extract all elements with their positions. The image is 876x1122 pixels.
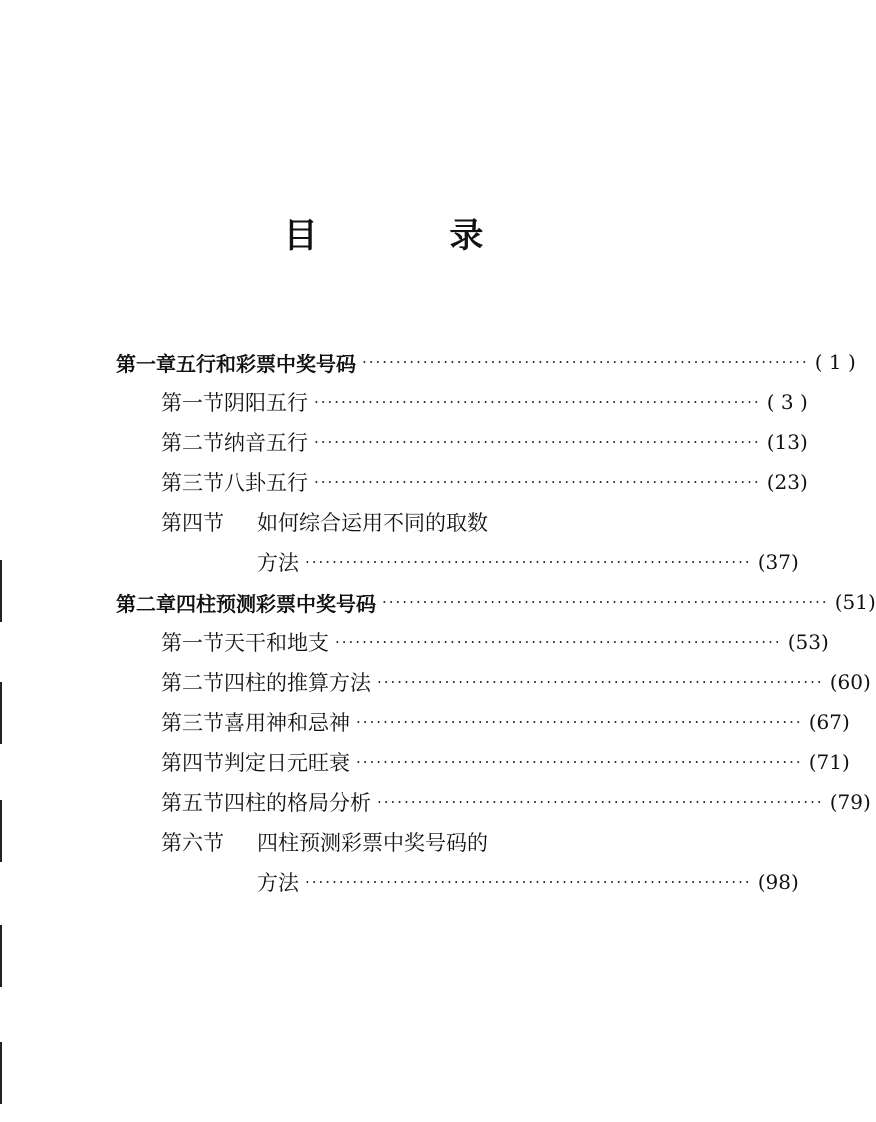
toc-entry-section-2-1[interactable] [161, 626, 829, 658]
entry-number: 第二节 [161, 671, 224, 695]
dot-leader: ·································································· [356, 713, 803, 731]
toc-entry-section-2-2[interactable] [161, 666, 871, 698]
toc-entry-section-2-6-cont[interactable] [257, 866, 799, 898]
scan-edge-line [0, 800, 2, 862]
toc-entry-section-2-6[interactable] [161, 826, 688, 858]
dot-leader: ·································································· [377, 673, 824, 691]
dot-leader: ·································································· [314, 433, 761, 451]
scan-edge-line [0, 1042, 2, 1104]
entry-title: 判定日元旺衰 [224, 751, 350, 775]
entry-title: 方法 [257, 551, 299, 575]
toc-entry-section-1-4[interactable] [161, 506, 688, 538]
entry-page: ( 1 ) [814, 350, 856, 374]
entry-page: ( 3 ) [766, 390, 808, 414]
dot-leader: ·································································· [305, 553, 752, 571]
entry-number: 第一章 [116, 351, 176, 376]
entry-title: 四柱的格局分析 [224, 791, 371, 815]
toc-entry-section-1-4-cont[interactable] [257, 546, 799, 578]
dot-leader: ·································································· [356, 753, 803, 771]
entry-number: 第四节 [161, 751, 224, 775]
dot-leader: ·································································· [335, 633, 782, 651]
entry-page: (51) [834, 590, 876, 614]
entry-page: (71) [808, 750, 850, 774]
entry-page: (13) [766, 430, 808, 454]
entry-number: 第五节 [161, 791, 224, 815]
toc-entry-section-2-5[interactable] [161, 786, 871, 818]
toc-entry-section-2-3[interactable] [161, 706, 850, 738]
entry-title: 八卦五行 [224, 471, 308, 495]
toc-entry-section-1-3[interactable] [161, 466, 808, 498]
entry-title: 阴阳五行 [224, 391, 308, 415]
toc-entry-chapter-1[interactable] [116, 346, 856, 378]
entry-title: 四柱的推算方法 [224, 671, 371, 695]
entry-number: 第一节 [161, 631, 224, 655]
toc-entry-section-1-1[interactable] [161, 386, 808, 418]
toc-entry-chapter-2[interactable] [116, 586, 876, 618]
entry-title: 五行和彩票中奖号码 [176, 351, 356, 376]
entry-title: 四柱预测彩票中奖号码的 [257, 831, 488, 855]
dot-leader: ·································································· [362, 353, 809, 371]
dot-leader: ·································································· [314, 393, 761, 411]
entry-page: (79) [829, 790, 871, 814]
entry-page: (67) [808, 710, 850, 734]
entry-number: 第六节 [161, 831, 224, 855]
entry-title: 纳音五行 [224, 431, 308, 455]
entry-title: 天干和地支 [224, 631, 329, 655]
entry-number: 第四节 [161, 511, 224, 535]
entry-title: 方法 [257, 871, 299, 895]
toc-entry-section-2-4[interactable] [161, 746, 850, 778]
entry-number: 第二节 [161, 431, 224, 455]
scan-edge-line [0, 560, 2, 622]
entry-title: 如何综合运用不同的取数 [257, 511, 488, 535]
page-title: 目 录 [283, 216, 544, 256]
entry-number: 第三节 [161, 471, 224, 495]
entry-page: (53) [787, 630, 829, 654]
dot-leader: ·································································· [305, 873, 752, 891]
entry-number: 第一节 [161, 391, 224, 415]
entry-number: 第二章 [116, 591, 176, 616]
dot-leader: ·································································· [377, 793, 824, 811]
dot-leader: ·································································· [382, 593, 829, 611]
entry-page: (98) [757, 870, 799, 894]
entry-page: (23) [766, 470, 808, 494]
dot-leader: ·································································· [314, 473, 761, 491]
toc-entry-section-1-2[interactable] [161, 426, 808, 458]
entry-page: (37) [757, 550, 799, 574]
scan-edge-line [0, 925, 2, 987]
entry-number: 第三节 [161, 711, 224, 735]
scan-edge-line [0, 682, 2, 744]
entry-title: 四柱预测彩票中奖号码 [176, 591, 376, 616]
entry-page: (60) [829, 670, 871, 694]
entry-title: 喜用神和忌神 [224, 711, 350, 735]
